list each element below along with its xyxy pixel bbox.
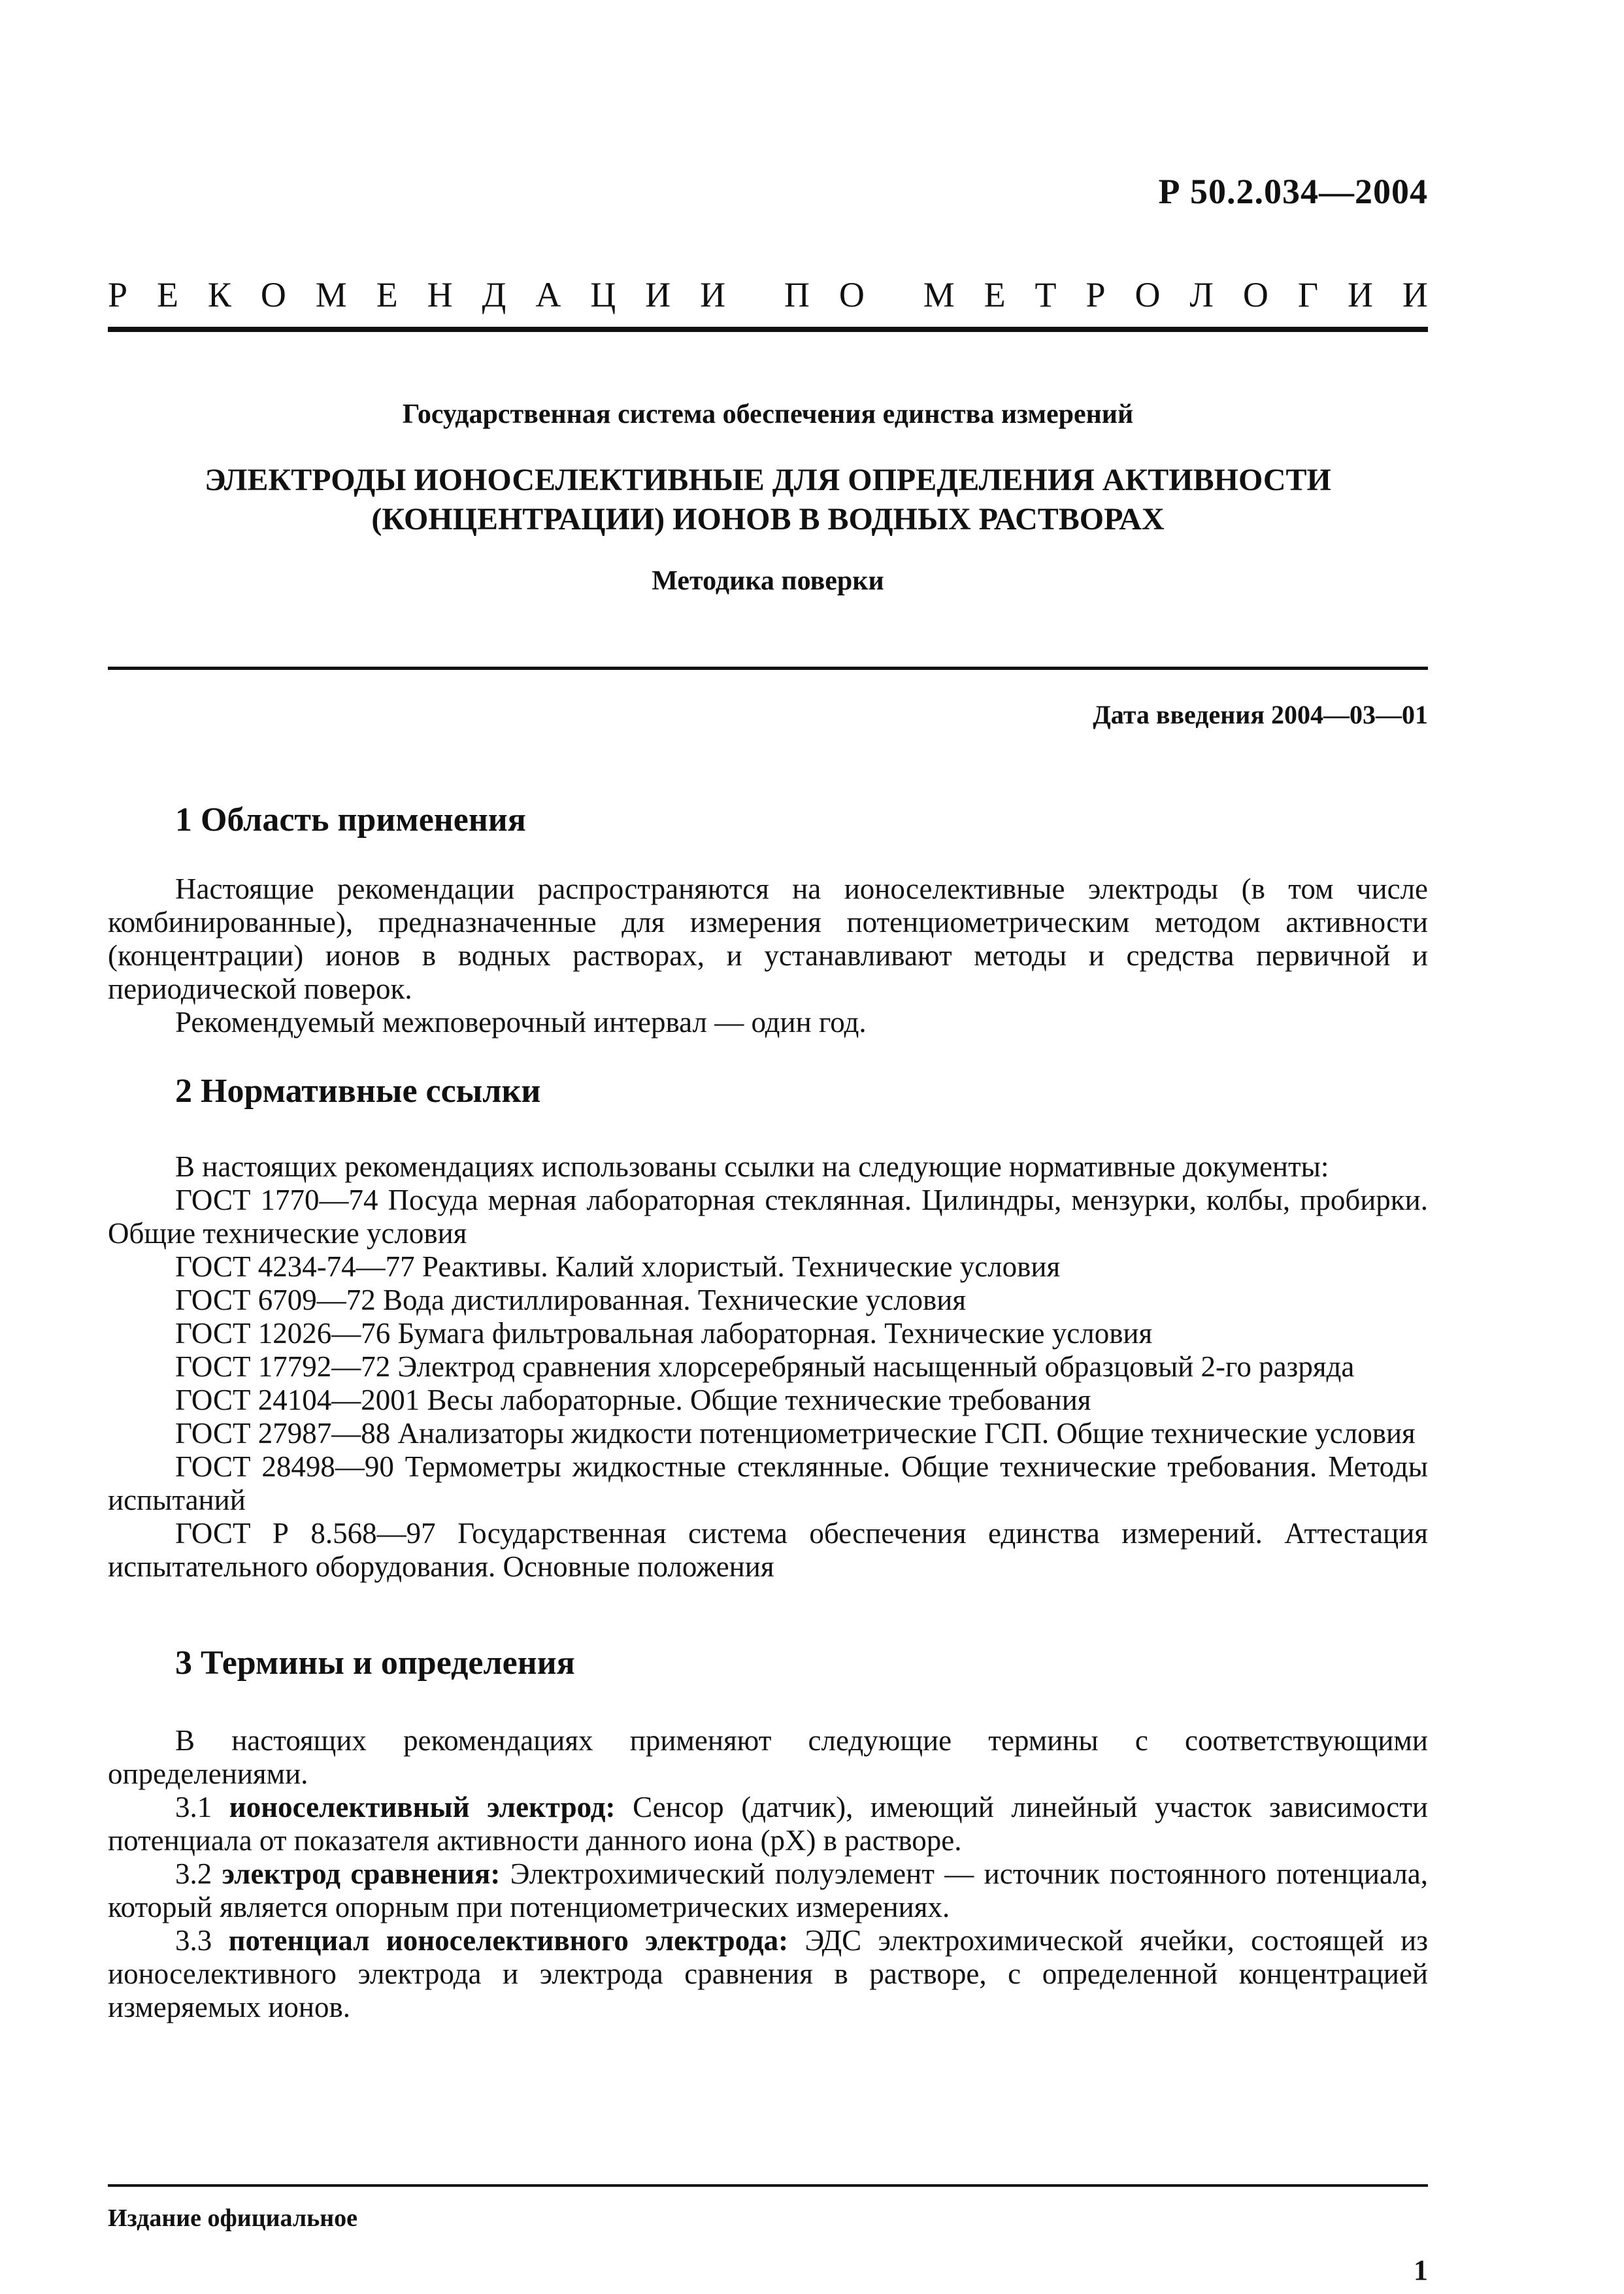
term-number: 3.2 <box>175 1857 212 1890</box>
series-letter: Е <box>156 275 178 314</box>
series-letter: Т <box>1035 275 1057 314</box>
term-definition: ЭДС электрохимической ячейки, состоящей из ионоселективного электрода и электрода сравнения в растворе, с определенной концентрацией измеряемых ионов. <box>108 1924 1429 2023</box>
reference-item: ГОСТ 1770—74 Посуда мерная лабораторная стеклянная. Цилиндры, мензурки, колбы, пробирки. Общие технические условия <box>108 1184 1428 1250</box>
reference-item: ГОСТ 4234-74—77 Реактивы. Калий хлористый. Технические условия <box>175 1250 1061 1283</box>
series-letter: Г <box>1297 275 1319 314</box>
title-line: (КОНЦЕНТРАЦИИ) ИОНОВ В ВОДНЫХ РАСТВОРАХ <box>371 502 1165 537</box>
section-heading: 3 Термины и определения <box>175 1644 575 1682</box>
series-letter: П <box>784 275 810 314</box>
series-letter: Р <box>1085 275 1106 314</box>
series-letter: Р <box>108 275 128 314</box>
reference-item: ГОСТ 28498—90 Термометры жидкостные стеклянные. Общие технические требования. Методы испытаний <box>108 1450 1428 1516</box>
paragraph: В настоящих рекомендациях применяют следующие термины с соответствующими определениями. <box>108 1724 1428 1790</box>
term-item <box>108 1791 1428 1857</box>
header-rule <box>108 327 1428 332</box>
series-letter: Е <box>984 275 1006 314</box>
series-letter: Н <box>427 275 453 314</box>
series-letter: И <box>1402 275 1428 314</box>
reference-item: ГОСТ 6709—72 Вода дистиллированная. Технические условия <box>175 1284 967 1316</box>
paragraph: В настоящих рекомендациях использованы ссылки на следующие нормативные документы: <box>175 1150 1329 1183</box>
section-body <box>108 873 1428 1039</box>
section-heading: 2 Нормативные ссылки <box>175 1072 541 1110</box>
series-letter: А <box>535 275 561 314</box>
terms-list <box>108 1724 1428 2024</box>
references-list <box>108 1150 1428 1584</box>
reference-item: ГОСТ 17792—72 Электрод сравнения хлорсеребряный насыщенный образцовый 2-го разряда <box>175 1350 1355 1383</box>
series-letter: И <box>645 275 671 314</box>
section-heading: 1 Область применения <box>175 801 526 839</box>
series-letter: Д <box>482 275 506 314</box>
document-designation: Р 50.2.034—2004 <box>1158 172 1428 211</box>
series-title <box>108 274 1428 315</box>
series-letter: Е <box>376 275 398 314</box>
page-number: 1 <box>1414 2254 1428 2286</box>
series-letter: О <box>1242 275 1268 314</box>
term-definition: Электрохимический полуэлемент — источник постоянного потенциала, который является опорным при потенциометрических измерениях. <box>108 1857 1429 1923</box>
reference-item: ГОСТ 12026—76 Бумага фильтровальная лабораторная. Технические условия <box>175 1317 1153 1350</box>
term-name: потенциал ионоселективного электрода: <box>228 1924 789 1957</box>
term-number: 3.3 <box>175 1924 212 1957</box>
series-letter: И <box>1347 275 1373 314</box>
title-line: ЭЛЕКТРОДЫ ИОНОСЕЛЕКТИВНЫЕ ДЛЯ ОПРЕДЕЛЕНИЯ АКТИВНОСТИ <box>205 463 1331 497</box>
edition-label: Издание официальное <box>108 2204 358 2232</box>
reference-item: ГОСТ 27987—88 Анализаторы жидкости потенциометрические ГСП. Общие технические условия <box>175 1417 1416 1450</box>
term-definition: Сенсор (датчик), имеющий линейный участок зависимости потенциала от показателя активности данного иона (рХ) в растворе. <box>108 1791 1428 1857</box>
series-letter: О <box>260 275 286 314</box>
paragraph: Настоящие рекомендации распространяются на ионоселективные электроды (в том числе комбинированные), предназначенные для измерения потенциометрическим методом активности (концентрации) ионов в водных растворах, и устанавливают методы и средства первичной и периодической поверок. <box>108 873 1428 1005</box>
term-name: электрод сравнения: <box>222 1857 501 1890</box>
series-letter: И <box>700 275 726 314</box>
series-letter: К <box>207 275 231 314</box>
term-item <box>108 1924 1428 2024</box>
paragraph: Рекомендуемый межповерочный интервал — один год. <box>175 1006 867 1039</box>
series-letter: Ц <box>590 275 616 314</box>
series-letter: О <box>1135 275 1161 314</box>
reference-item: ГОСТ Р 8.568—97 Государственная система обеспечения единства измерений. Аттестация испытательного оборудования. Основные положения <box>108 1517 1428 1583</box>
series-letter: М <box>315 275 347 314</box>
term-number: 3.1 <box>175 1791 212 1823</box>
series-letter: М <box>923 275 955 314</box>
document-title <box>108 461 1428 539</box>
title-rule <box>108 667 1428 670</box>
series-letter: Л <box>1189 275 1214 314</box>
series-letter: О <box>838 275 865 314</box>
term-name: ионоселективный электрод: <box>229 1791 616 1823</box>
reference-item: ГОСТ 24104—2001 Весы лабораторные. Общие технические требования <box>175 1384 1091 1416</box>
system-title: Государственная система обеспечения единства измерений <box>402 399 1134 429</box>
term-item <box>108 1857 1428 1924</box>
document-subtitle: Методика поверки <box>652 566 884 596</box>
introduction-date: Дата введения 2004—03—01 <box>1093 700 1428 729</box>
footer-rule <box>108 2184 1428 2187</box>
